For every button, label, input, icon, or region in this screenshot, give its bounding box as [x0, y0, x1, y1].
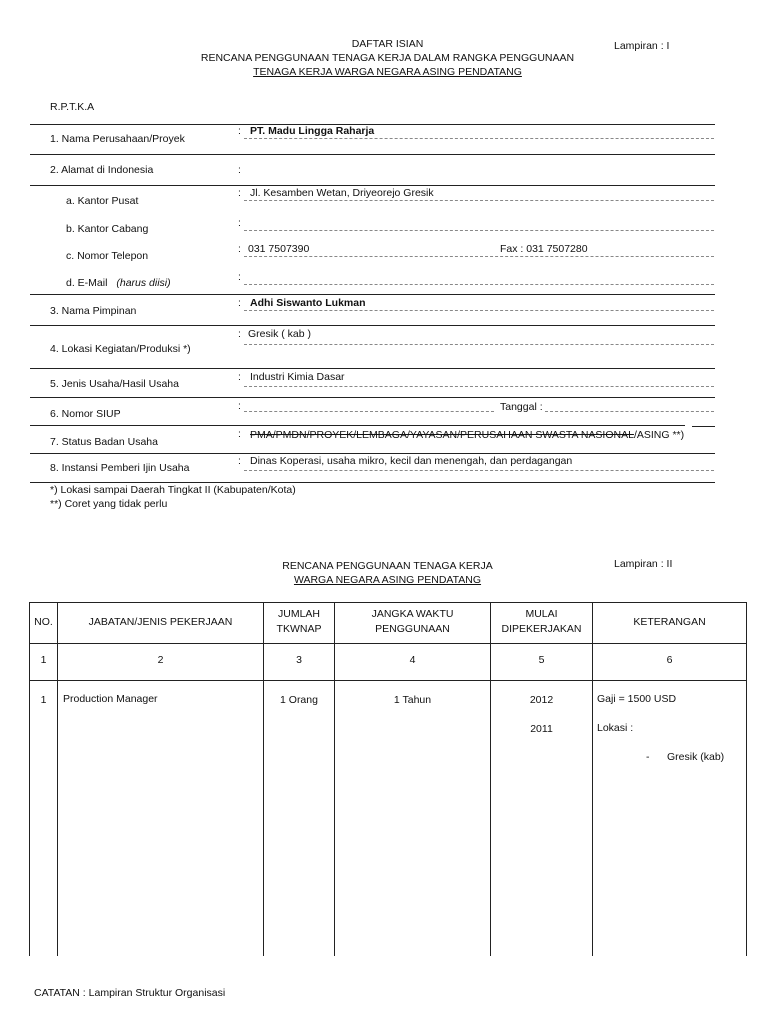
- dotted-line: [244, 200, 714, 201]
- form-divider: [30, 453, 715, 454]
- form-divider: [30, 325, 715, 326]
- col-header-jangka: JANGKA WAKTU: [371, 608, 454, 620]
- cell-keterangan-gaji: Gaji = 1500 USD: [597, 693, 677, 705]
- dotted-line: [244, 310, 714, 311]
- title-warga-negara: WARGA NEGARA ASING PENDATANG: [293, 574, 482, 586]
- dotted-line: [545, 411, 714, 412]
- dotted-line: [244, 386, 714, 387]
- field-jenis-usaha-label: 5. Jenis Usaha/Hasil Usaha: [50, 378, 179, 390]
- cell-keterangan-gresik: - Gresik (kab): [646, 751, 725, 763]
- col-header-jabatan: JABATAN/JENIS PEKERJAAN: [88, 616, 233, 628]
- field-telepon-value: 031 7507390: [248, 243, 310, 255]
- field-pimpinan-value: Adhi Siswanto Lukman: [250, 297, 366, 309]
- col-number: 1: [40, 654, 47, 666]
- field-alamat-label: 2. Alamat di Indonesia: [50, 164, 154, 176]
- dotted-line: [244, 256, 714, 257]
- form-divider: [30, 482, 715, 483]
- col-header-penggunaan: PENGGUNAAN: [375, 623, 450, 635]
- colon: :: [238, 164, 241, 176]
- cell-jabatan: Production Manager: [63, 693, 158, 705]
- field-kantor-pusat-value: Jl. Kesamben Wetan, Driyeorejo Gresik: [250, 187, 434, 199]
- field-email-label: d. E-Mail: [66, 277, 108, 289]
- col-number: 5: [538, 654, 545, 666]
- colon: :: [238, 328, 241, 340]
- field-siup-label: 6. Nomor SIUP: [50, 408, 121, 420]
- cell-keterangan-lokasi: Lokasi :: [597, 722, 634, 734]
- form-divider: [30, 368, 715, 369]
- field-nama-perusahaan-label: 1. Nama Perusahaan/Proyek: [50, 133, 185, 145]
- dotted-line: [244, 284, 714, 285]
- title-tenaga-kerja: TENAGA KERJA WARGA NEGARA ASING PENDATANG: [253, 66, 522, 78]
- colon: :: [238, 125, 241, 137]
- field-instansi-label: 8. Instansi Pemberi Ijin Usaha: [50, 462, 190, 474]
- form-divider: [30, 154, 715, 155]
- table-border: [746, 602, 747, 956]
- colon: :: [238, 371, 241, 383]
- dotted-line: [244, 138, 714, 139]
- colon: :: [238, 455, 241, 467]
- footnote-coret: **) Coret yang tidak perlu: [50, 498, 168, 510]
- dotted-line: [244, 411, 494, 412]
- col-header-dipekerjakan: DIPEKERJAKAN: [501, 623, 582, 635]
- colon: :: [238, 243, 241, 255]
- field-status-value: /ASING **): [633, 429, 685, 441]
- field-instansi-value: Dinas Koperasi, usaha mikro, kecil dan menengah, dan perdagangan: [250, 455, 573, 467]
- col-header-mulai: MULAI: [525, 608, 558, 620]
- table-border: [29, 643, 747, 644]
- colon: :: [238, 297, 241, 309]
- cell-jangka: 1 Tahun: [393, 694, 432, 706]
- lampiran-1: Lampiran : I: [614, 40, 670, 52]
- col-header-tkwnap: TKWNAP: [276, 623, 322, 635]
- form-divider: [30, 397, 715, 398]
- field-fax-value: Fax : 031 7507280: [500, 243, 588, 255]
- cell-jumlah: 1 Orang: [280, 694, 318, 706]
- title-rencana-2: RENCANA PENGGUNAAN TENAGA KERJA: [282, 560, 493, 572]
- title-rencana: RENCANA PENGGUNAAN TENAGA KERJA DALAM RANGKA PENGGUNAAN: [200, 52, 575, 64]
- colon: :: [238, 400, 241, 412]
- field-pimpinan-label: 3. Nama Pimpinan: [50, 305, 137, 317]
- field-tanggal-label: Tanggal :: [500, 401, 543, 413]
- title-daftar-isian: DAFTAR ISIAN: [351, 38, 424, 50]
- col-number: 3: [296, 654, 302, 666]
- form-divider: [30, 425, 685, 426]
- field-jenis-usaha-value: Industri Kimia Dasar: [250, 371, 345, 383]
- field-lokasi-value: Gresik ( kab ): [248, 328, 312, 340]
- field-status-struck: PMA/PMDN/PROYEK/LEMBAGA/YAYASAN/PERUSAHAAN SWASTA NASIONAL: [250, 429, 634, 441]
- cell-mulai-2: 2011: [530, 723, 553, 735]
- table-border: [29, 680, 747, 681]
- field-kantor-pusat-label: a. Kantor Pusat: [66, 195, 139, 207]
- field-kantor-cabang-label: b. Kantor Cabang: [66, 223, 149, 235]
- form-divider: [692, 426, 715, 427]
- dotted-line: [244, 344, 714, 345]
- col-number: 6: [666, 654, 673, 666]
- lampiran-2: Lampiran : II: [614, 558, 673, 570]
- field-status-label: 7. Status Badan Usaha: [50, 436, 158, 448]
- form-divider: [30, 294, 715, 295]
- dotted-line: [244, 230, 714, 231]
- col-header-no: NO.: [34, 616, 53, 628]
- colon: :: [238, 187, 241, 199]
- footnote-lokasi: *) Lokasi sampai Daerah Tingkat II (Kabupaten/Kota): [50, 484, 296, 496]
- catatan: CATATAN : Lampiran Struktur Organisasi: [34, 987, 226, 999]
- colon: :: [238, 217, 241, 229]
- col-header-keterangan: KETERANGAN: [633, 616, 706, 628]
- table-border: [29, 602, 747, 603]
- cell-no: 1: [40, 694, 47, 706]
- colon: :: [238, 271, 241, 283]
- dotted-line: [244, 470, 714, 471]
- field-nama-perusahaan-value: PT. Madu Lingga Raharja: [250, 125, 375, 137]
- rptka-label: R.P.T.K.A: [50, 101, 95, 113]
- colon: :: [238, 428, 241, 440]
- field-lokasi-label: 4. Lokasi Kegiatan/Produksi *): [50, 343, 191, 355]
- col-number: 4: [409, 654, 416, 666]
- col-number: 2: [157, 654, 164, 666]
- cell-mulai-1: 2012: [529, 694, 554, 706]
- col-header-jumlah: JUMLAH: [277, 608, 320, 620]
- field-telepon-label: c. Nomor Telepon: [66, 250, 149, 262]
- form-divider: [30, 185, 715, 186]
- field-email-note: (harus diisi): [116, 277, 171, 289]
